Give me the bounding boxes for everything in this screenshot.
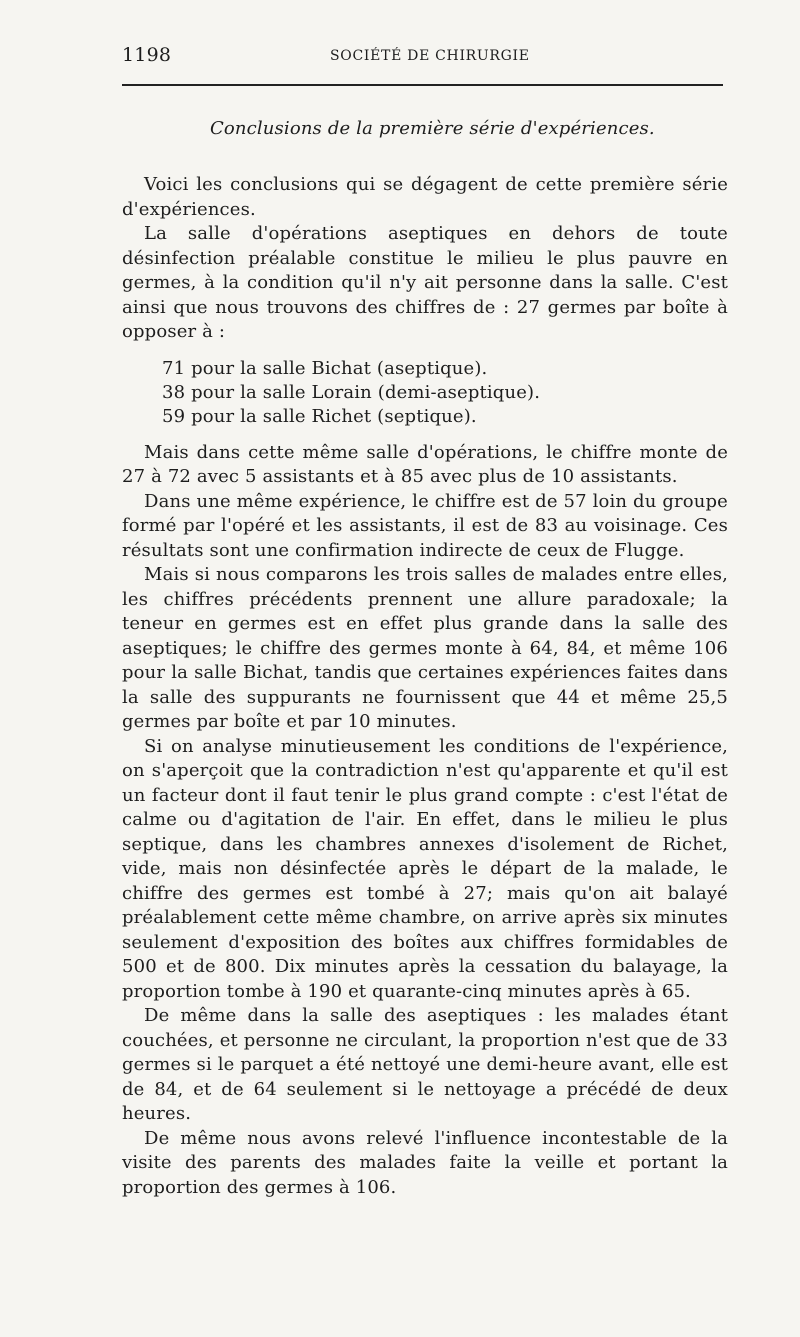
paragraph-intro: Voici les conclusions qui se dégagent de cette première série d'expériences. (122, 174, 728, 220)
running-head: SOCIÉTÉ DE CHIRURGIE (330, 48, 530, 64)
list-item: 59 pour la salle Richet (septique). (162, 405, 477, 427)
header-rule (122, 84, 723, 86)
comparison-list (162, 357, 728, 429)
page-header (122, 40, 722, 82)
paragraph-air-agitation: Si on analyse minutieusement les conditions de l'expérience, on s'aperçoit que la contradiction n'est qu'apparente et qu'il est un facteur dont il faut tenir le plus grand compte : c'est l'état de calme ou d'agitation de l'air. En effet, dans le milieu le plus septique, dans les chambres annexes d'isolement de Richet, vide, mais non désinfectée après le départ de la malade, le chiffre des germes est tombé à 27; mais qu'on ait balayé préalablement cette même chambre, on arrive après six minutes seulement d'exposition des boîtes aux chiffres formidables de 500 et de 800. Dix minutes après la cessation du balayage, la proportion tombe à 190 et quarante-cinq minutes après à 65. (122, 735, 728, 1002)
list-item: 71 pour la salle Bichat (aseptique). (162, 357, 488, 379)
list-item: 38 pour la salle Lorain (demi-aseptique). (162, 381, 541, 403)
paragraph-assistants: Mais dans cette même salle d'opérations, le chiffre monte de 27 à 72 avec 5 assistants et à 85 avec plus de 10 assistants. (122, 441, 728, 487)
section-title: Conclusions de la première série d'expériences. (210, 118, 655, 139)
page-content (122, 117, 728, 1200)
paragraph-group-distance: Dans une même expérience, le chiffre est de 57 loin du groupe formé par l'opéré et les assistants, il est de 83 au voisinage. Ces résultats sont une confirmation indirecte de ceux de Flugge. (122, 490, 728, 561)
paragraph-aseptic-ward: De même dans la salle des aseptiques : les malades étant couchées, et personne ne circulant, la proportion n'est que de 33 germes si le parquet a été nettoyé une demi-heure avant, elle est de 84, et de 64 seulement si le nettoyage a précédé de deux heures. (122, 1005, 728, 1124)
page-number: 1198 (122, 44, 172, 66)
paragraph-paradox: Mais si nous comparons les trois salles de malades entre elles, les chiffres précédents prennent une allure paradoxale; la teneur en germes est en effet plus grande dans la salle des aseptiques; le chiffre des germes monte à 64, 84, et même 106 pour la salle Bichat, tandis que certaines expériences faites dans la salle des suppurants ne fournissent que 44 et même 25,5 germes par boîte et par 10 minutes. (122, 564, 728, 732)
paragraph-visit-influence: De même nous avons relevé l'influence incontestable de la visite des parents des malades faite la veille et portant la proportion des germes à 106. (122, 1127, 728, 1198)
paragraph-aseptic-room: La salle d'opérations aseptiques en dehors de toute désinfection préalable constitue le milieu le plus pauvre en germes, à la condition qu'il n'y ait personne dans la salle. C'est ainsi que nous trouvons des chiffres de : 27 germes par boîte à opposer à : (122, 223, 728, 342)
